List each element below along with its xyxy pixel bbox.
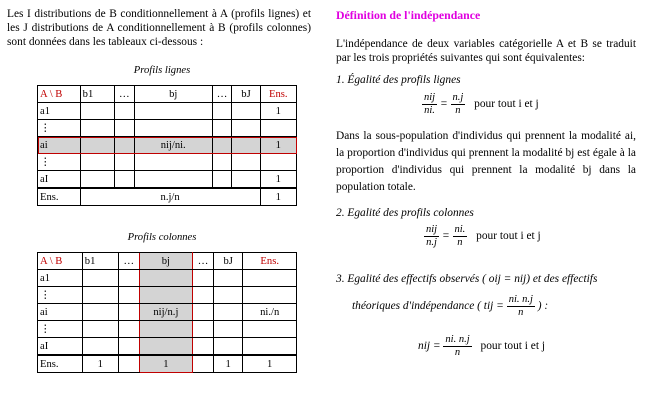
row-total: 1: [260, 171, 296, 189]
row-label: ai: [38, 304, 83, 321]
row-label: aI: [38, 171, 81, 189]
table1-caption: Profils lignes: [133, 65, 191, 76]
footer-c1: 1: [82, 355, 118, 373]
footer-n-j-over-n: n.j/n: [80, 188, 260, 206]
row-label: ⋮: [38, 287, 83, 304]
section-title: Définition de l'indépendance: [336, 8, 481, 22]
header-dots: …: [118, 253, 139, 270]
definition-intro: L'indépendance de deux variables catégorielle A et B se traduit par les trois propriétés suivantes qui sont équivalentes:: [336, 38, 636, 64]
item-2-heading: 2. Egalité des profils colonnes: [336, 207, 474, 219]
row-label: ⋮: [38, 120, 81, 137]
footer-cJ: 1: [213, 355, 243, 373]
corner-cell: A \ B: [38, 86, 81, 103]
header-dots: …: [212, 86, 232, 103]
row-label: a1: [38, 103, 81, 120]
row-total: 1: [260, 103, 296, 120]
row-total: 1: [260, 137, 296, 154]
item-3-subheading: théoriques d'indépendance ( tij = $\frac{ni. n.j}{n}$ ) :: [352, 294, 549, 318]
footer-cj: 1: [139, 355, 193, 373]
profils-lignes-table: [37, 85, 297, 206]
item-3-heading: 3. Egalité des effectifs observés ( oij = nij) et des effectifs: [336, 273, 598, 285]
footer-label: Ens.: [38, 188, 81, 206]
cell-nij-over-ni: nij/ni.: [134, 137, 212, 154]
header-b1: b1: [80, 86, 114, 103]
footer-label: Ens.: [38, 355, 83, 373]
row-label: ⋮: [38, 321, 83, 338]
header-b1: b1: [82, 253, 118, 270]
row-label: a1: [38, 270, 83, 287]
corner-cell: A \ B: [38, 253, 83, 270]
header-dots: …: [114, 86, 134, 103]
header-bJ: bJ: [213, 253, 243, 270]
header-ens: Ens.: [243, 253, 297, 270]
row-label: ⋮: [38, 154, 81, 171]
footer-total: 1: [260, 188, 296, 206]
item-1-heading: 1. Égalité des profils lignes: [336, 74, 461, 86]
profils-colonnes-table: [37, 252, 297, 373]
item-3-equation: nij = $\frac{ni. n.j}{n}$ pour tout i et j: [418, 334, 546, 358]
cell-nij-over-n-j: nij/n.j: [139, 304, 193, 321]
row-label: ai: [38, 137, 81, 154]
header-ens: Ens.: [260, 86, 296, 103]
intro-paragraph: Les I distributions de B conditionnellement à A (profils lignes) et les J distributions de A conditionnellement à B (profils colonnes) sont données dans les tableaux ci-dessous :: [7, 8, 311, 48]
header-bJ: bJ: [232, 86, 260, 103]
header-bj: bj: [134, 86, 212, 103]
item-2-equation: $\frac{\text{nij}}{n.j}$ = $\frac{ni.}{n}$ pour tout i et j: [426, 224, 541, 248]
item-1-equation: $\frac{\text{nij}}{ni.}$ = $\frac{n.j}{n}$ pour tout i et j: [424, 92, 539, 116]
table2-caption: Profils colonnes: [127, 232, 197, 243]
header-dots: …: [193, 253, 214, 270]
row-label: aI: [38, 338, 83, 356]
item-1-text: Dans la sous-population d'individus qui prennent la modalité ai, la proportion d'individus qui prennent la modalité bj est égale à la proportion d'individus qui prennent la modalité bj dans la population totale.: [336, 130, 636, 193]
footer-total: 1: [243, 355, 297, 373]
header-bj: bj: [139, 253, 193, 270]
row-margin: ni./n: [243, 304, 297, 321]
